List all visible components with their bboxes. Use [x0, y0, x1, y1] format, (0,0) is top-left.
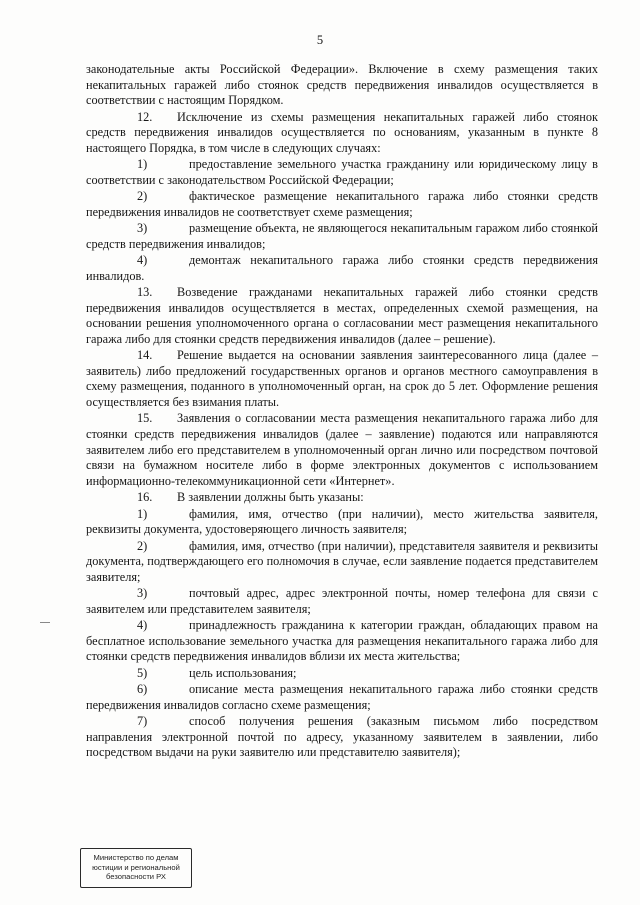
paragraph-text: цель использования; — [189, 665, 297, 680]
item-number: 12. — [137, 109, 153, 124]
item-number: 6) — [137, 682, 148, 697]
paragraph-text: демонтаж некапитального гаража либо стоянки средств передвижения инвалидов. — [86, 253, 598, 283]
paragraph-text: размещение объекта, не являющегося некапитальным гаражом либо стоянкой средств передвижения инвалидов; — [86, 221, 598, 251]
paragraph-text: описание места размещения некапитального гаража либо стоянки средств передвижения инвалидов согласно схеме размещения; — [86, 682, 598, 712]
item-number: 14. — [137, 348, 153, 363]
document-body — [86, 62, 598, 762]
stamp-line-1: Министерство по делам — [93, 853, 179, 862]
paragraph-text: В заявлении должны быть указаны: — [177, 490, 364, 505]
stamp-line-2: юстиции и региональной — [92, 862, 180, 872]
ministry-stamp — [80, 848, 192, 888]
paragraph-text: фамилия, имя, отчество (при наличии), место жительства заявителя, реквизиты документа, удостоверяющего личность заявителя; — [86, 506, 598, 537]
page-number: 5 — [316, 33, 324, 47]
paragraph-text: Решение выдается на основании заявления заинтересованного лица (далее – заявитель) либо предложений государственных органов и органов местного самоуправления в схему размещения, поданного в уполномоченный орган, на срок до 5 лет. Оформление решения осуществляется без взимания платы. — [86, 348, 598, 410]
item-number: 4) — [137, 618, 148, 633]
paragraph-text: принадлежность гражданина к категории граждан, обладающих правом на бесплатное использование земельного участка для размещения некапитального гаража либо для стоянки средств передвижения инвалидов вблизи их места жительства; — [86, 618, 598, 664]
item-number: 5) — [137, 665, 148, 680]
item-number: 15. — [137, 411, 153, 426]
paragraph-text: фамилия, имя, отчество (при наличии), представителя заявителя и реквизиты документа, подтверждающего его полномочия в случае, если заявление подается представителем заявителя; — [86, 538, 598, 584]
list-item — [86, 539, 598, 586]
stamp-line-3: безопасности РХ — [106, 872, 166, 882]
list-item — [86, 666, 598, 682]
paragraph-text: почтовый адрес, адрес электронной почты, номер телефона для связи с заявителем или представителем заявителя; — [86, 586, 598, 616]
list-item — [86, 586, 598, 617]
item-number: 7) — [137, 714, 148, 729]
list-item — [86, 507, 598, 538]
item-number: 2) — [137, 189, 148, 204]
section-paragraph — [86, 411, 598, 489]
paragraph-text: предоставление земельного участка гражданину или юридическому лицу в соответствии с законодательством Российской Федерации; — [86, 157, 598, 187]
list-item — [86, 682, 598, 713]
list-item — [86, 253, 598, 284]
item-number: 13. — [137, 285, 153, 300]
section-paragraph — [86, 110, 598, 157]
list-item — [86, 618, 598, 665]
item-number: 1) — [137, 506, 148, 521]
paragraph-text: способ получения решения (заказным письмом либо посредством направления электронной почтой по адресу, указанному заявителем в заявлении, либо посредством выдачи на руки заявителю или представителю заявителя); — [86, 714, 598, 760]
paragraph-text: законодательные акты Российской Федерации». Включение в схему размещения таких некапитальных гаражей либо стоянок средств передвижения инвалидов осуществляется в соответствии с настоящим Порядком. — [86, 62, 598, 108]
paragraph — [86, 62, 598, 109]
list-item — [86, 157, 598, 188]
list-item — [86, 714, 598, 761]
item-number: 4) — [137, 253, 148, 268]
list-item — [86, 221, 598, 252]
item-number: 1) — [137, 157, 148, 172]
paragraph-text: фактическое размещение некапитального гаража либо стоянки средств передвижения инвалидов не соответствует схеме размещения; — [86, 189, 598, 219]
list-item — [86, 189, 598, 220]
item-number: 16. — [137, 490, 153, 505]
item-number: 3) — [137, 586, 148, 601]
margin-mark — [40, 622, 50, 623]
section-paragraph — [86, 490, 598, 506]
paragraph-text: Возведение гражданами некапитальных гаражей либо стоянки средств передвижения инвалидов осуществляется в местах, определенных схемой размещения, на основании решения уполномоченного органа о согласовании мест размещения некапитального гаража либо для стоянки средств передвижения инвалидов (далее – решение). — [86, 285, 598, 346]
item-number: 3) — [137, 221, 148, 236]
item-number: 2) — [137, 538, 148, 553]
paragraph-text: Заявления о согласовании места размещения некапитального гаража либо для стоянки средств передвижения инвалидов (далее – заявление) подаются или направляются заявителем либо его представителем в уполномоченный орган лично или посредством почтовой связи на бумажном носителе либо в форме электронных документов с использованием информационно-телекоммуникационной сети «Интернет». — [86, 411, 598, 488]
section-paragraph — [86, 348, 598, 410]
section-paragraph — [86, 285, 598, 347]
paragraph-text: Исключение из схемы размещения некапитальных гаражей либо стоянок средств передвижения инвалидов осуществляется по основаниям, указанным в пункте 8 настоящего Порядка, в том числе в следующих случаях: — [86, 109, 598, 155]
